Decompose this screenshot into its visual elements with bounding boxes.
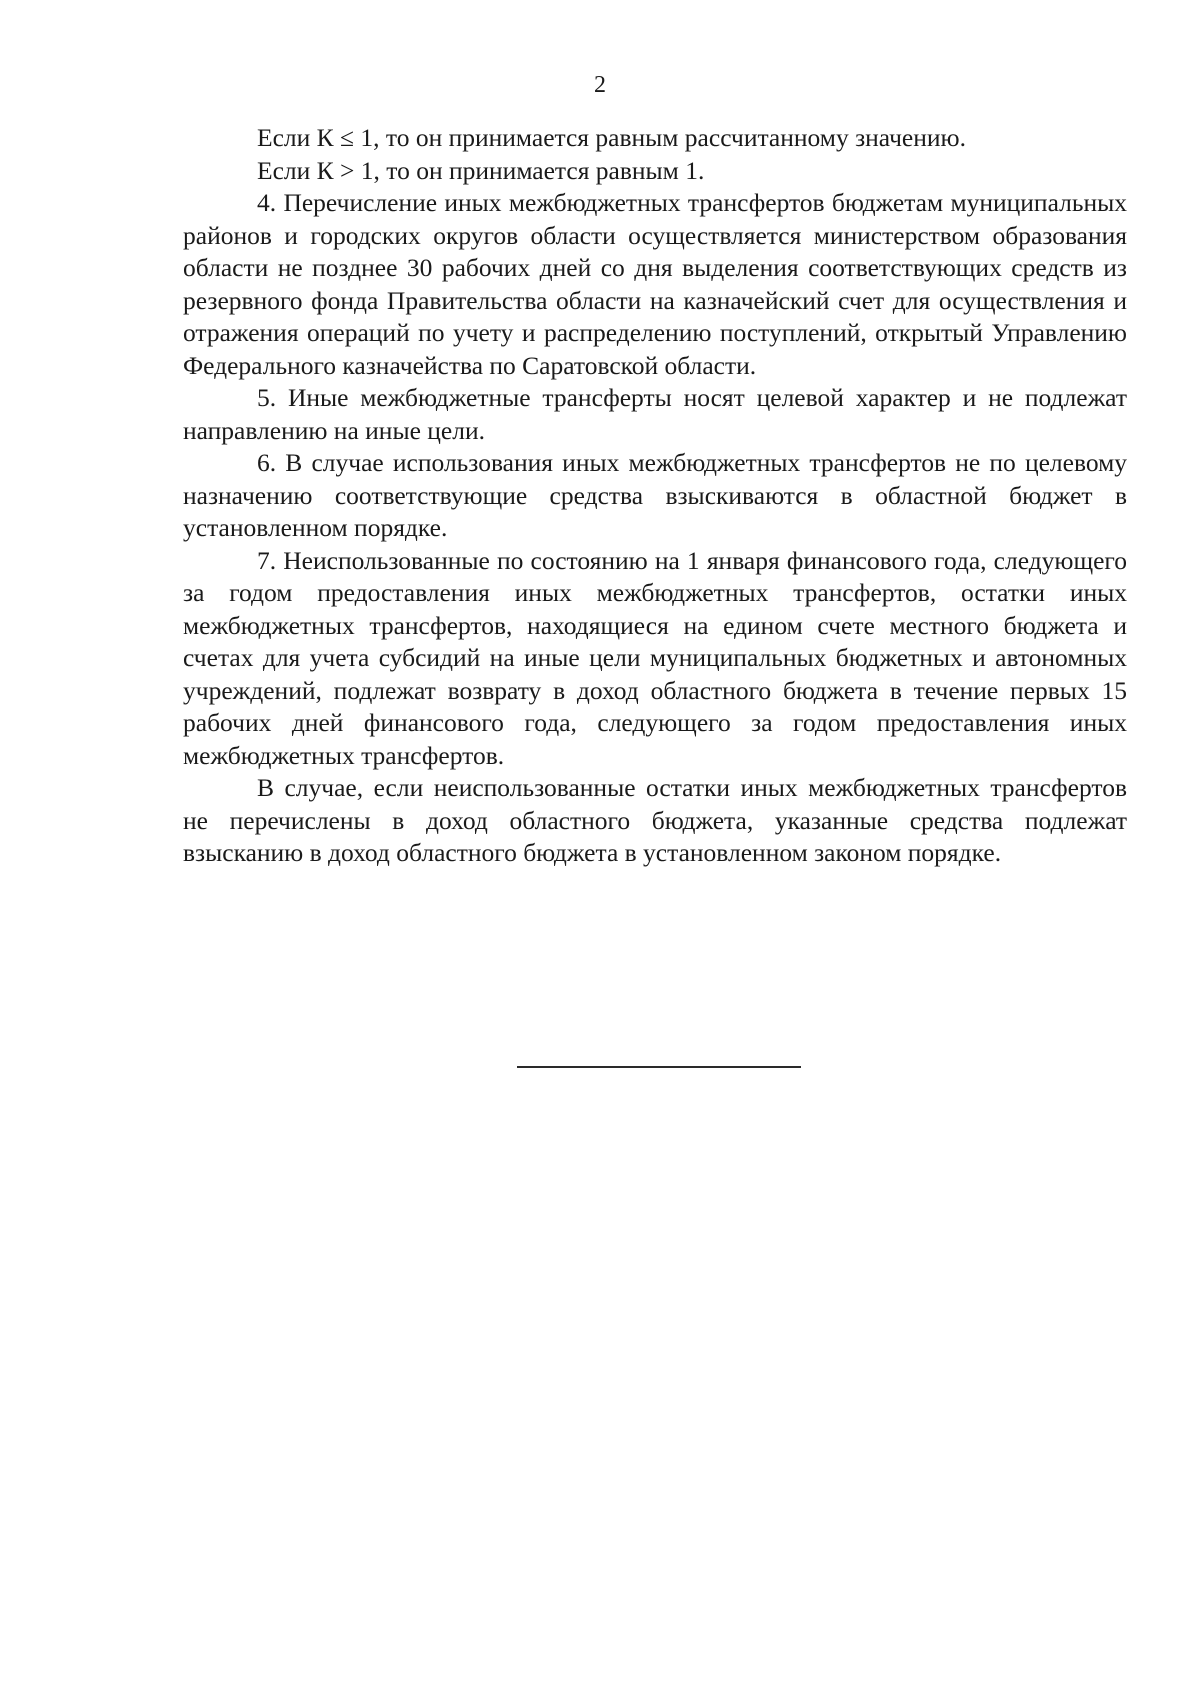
- page-number: 2: [594, 72, 606, 98]
- end-of-document-rule: [517, 1066, 801, 1068]
- paragraph-item-5: 5. Иные межбюджетные трансферты носят целевой характер и не подлежат направлению на иные цели.: [183, 383, 1127, 445]
- paragraph-k-less-or-equal: Если К ≤ 1, то он принимается равным рассчитанному значению.: [257, 123, 966, 152]
- document-body: [183, 122, 1127, 870]
- paragraph-item-4: 4. Перечисление иных межбюджетных трансфертов бюджетам муниципальных районов и городских округов области осуществляется министерством образования области не позднее 30 рабочих дней со дня выделения соответствующих средств из резервного фонда Правительства области на казначейский счет для осуществления и отражения операций по учету и распределению поступлений, открытый Управлению Федерального казначейства по Саратовской области.: [183, 188, 1127, 380]
- paragraph-item-7-continuation: В случае, если неиспользованные остатки иных межбюджетных трансфертов не перечислены в доход областного бюджета, указанные средства подлежат взысканию в доход областного бюджета в установленном законом порядке.: [183, 773, 1127, 867]
- paragraph-item-6: 6. В случае использования иных межбюджетных трансфертов не по целевому назначению соответствующие средства взыскиваются в областной бюджет в установленном порядке.: [183, 448, 1127, 542]
- paragraph-k-greater: Если К > 1, то он принимается равным 1.: [257, 155, 705, 185]
- paragraph-item-7: 7. Неиспользованные по состоянию на 1 января финансового года, следующего за годом предоставления иных межбюджетных трансфертов, остатки иных межбюджетных трансфертов, находящиеся на едином счете местного бюджета и счетах для учета субсидий на иные цели муниципальных бюджетных и автономных учреждений, подлежат возврату в доход областного бюджета в течение первых 15 рабочих дней финансового года, следующего за годом предоставления иных межбюджетных трансфертов.: [183, 545, 1127, 770]
